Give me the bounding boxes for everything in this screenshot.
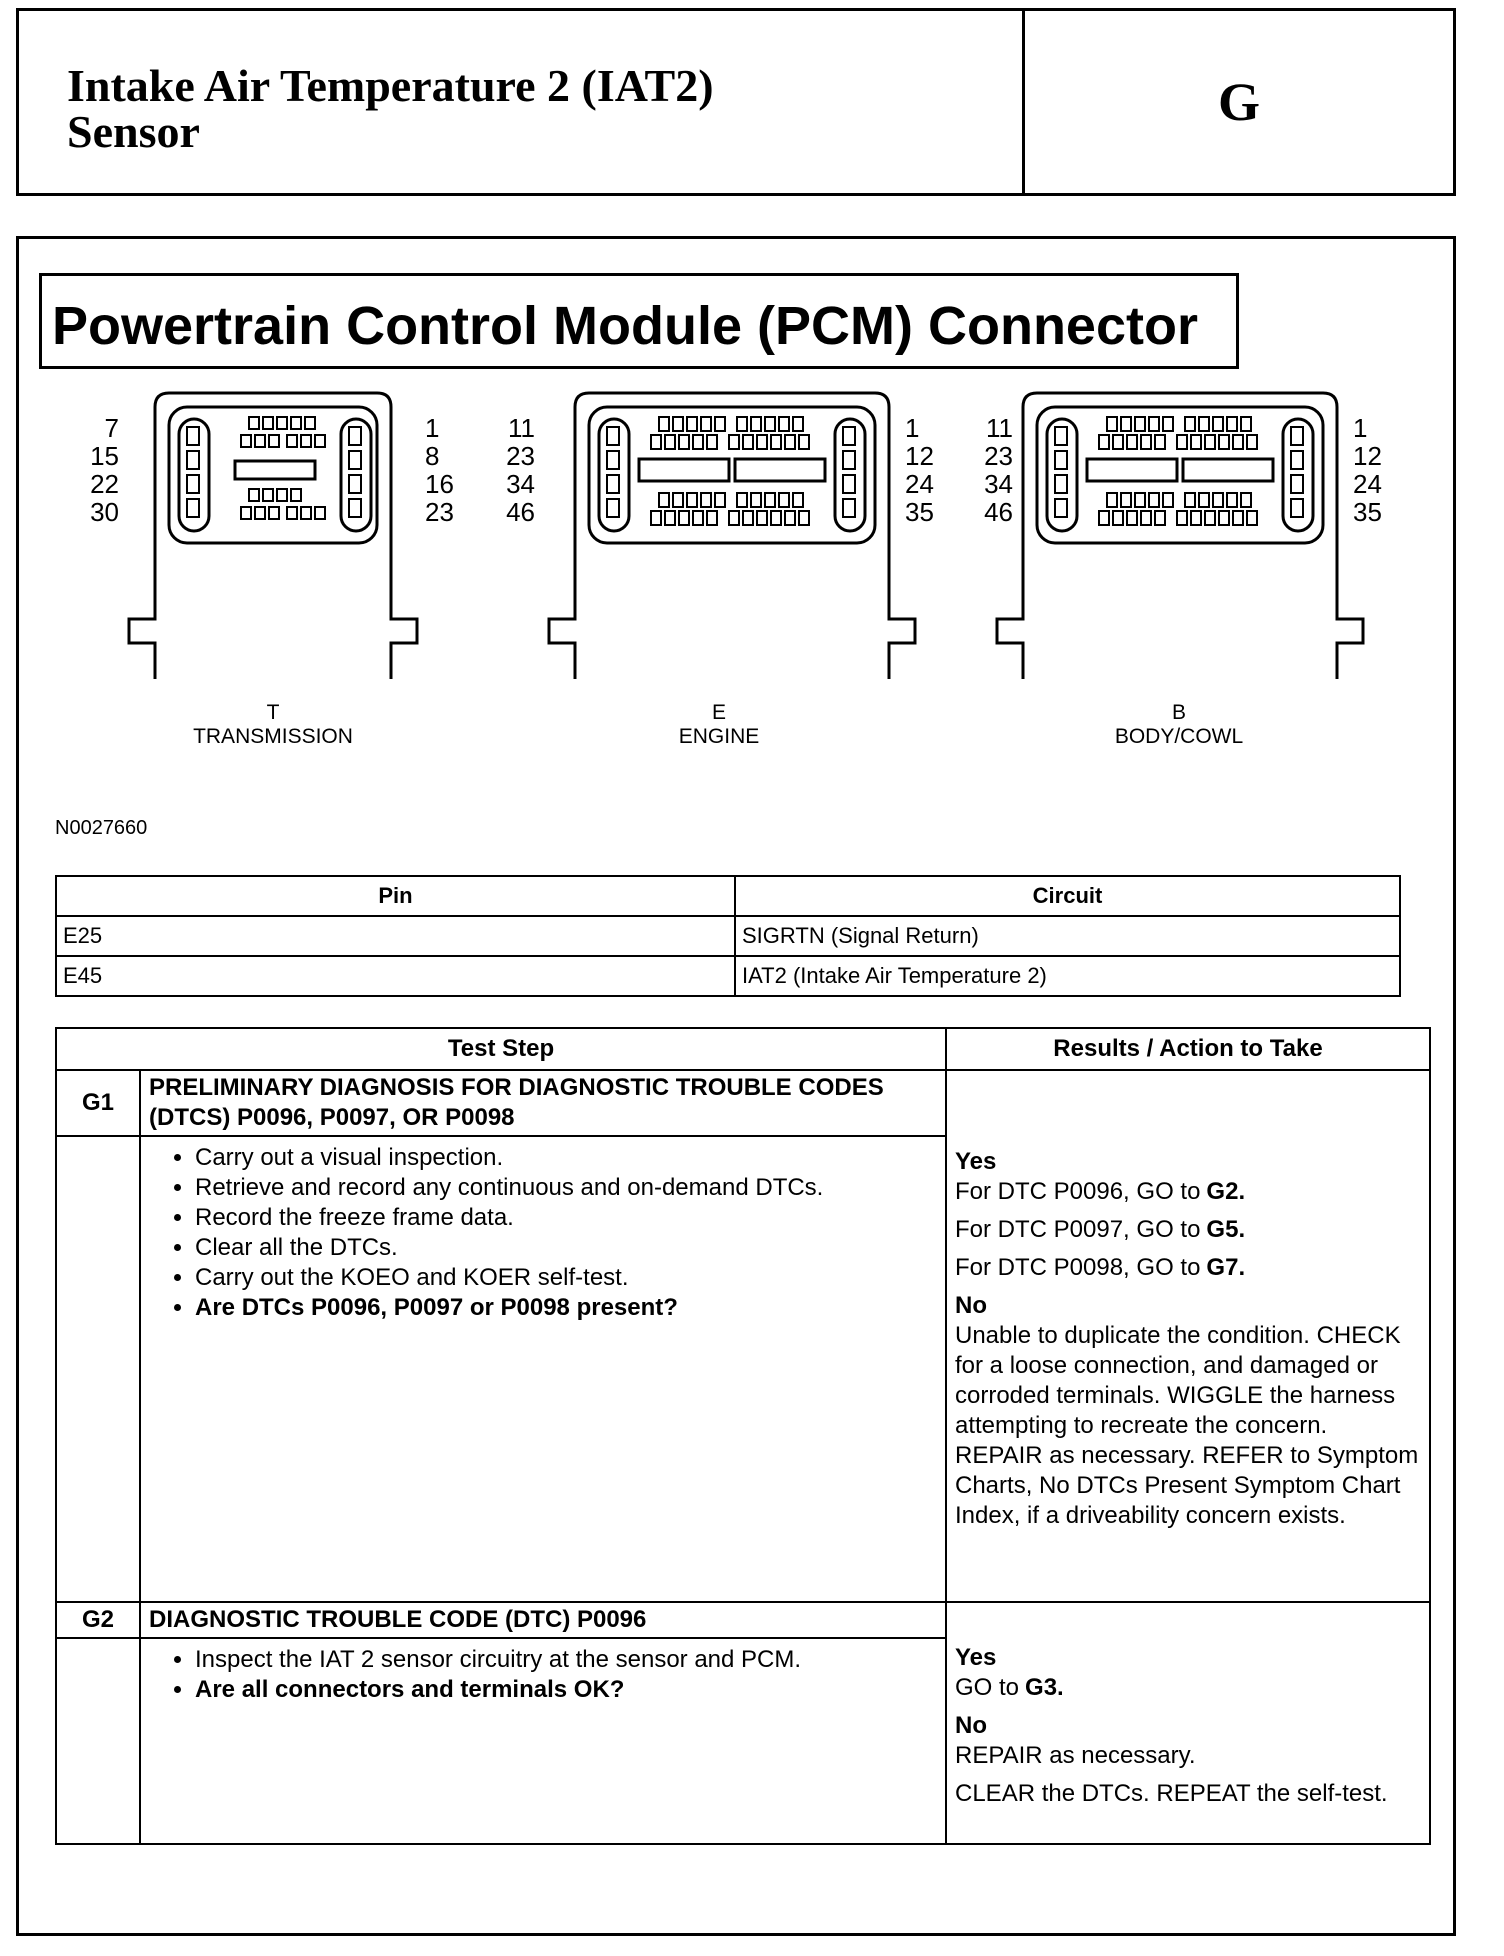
step-id: G2: [56, 1602, 140, 1638]
goto-step-link[interactable]: G7.: [1206, 1254, 1246, 1281]
connector-name: TRANSMISSION: [193, 725, 353, 748]
pin-cell: E25: [56, 916, 735, 956]
step-heading-row: [56, 1070, 1430, 1136]
main-content: [16, 236, 1456, 1936]
column-header-circuit: Circuit: [735, 876, 1400, 916]
step-instructions: [140, 1136, 946, 1602]
pin-label: 34: [984, 469, 1013, 499]
pin-label: 23: [506, 441, 535, 471]
pin-label: 11: [986, 413, 1013, 443]
list-item: • Clear all the DTCs.: [195, 1233, 937, 1263]
list-item: • Inspect the IAT 2 sensor circuitry at the sensor and PCM.: [195, 1645, 937, 1675]
instruction-list: [149, 1645, 937, 1705]
pin-label: 12: [1353, 441, 1382, 471]
pin-label: 12: [905, 441, 934, 471]
goto-step-link[interactable]: G2.: [1206, 1178, 1246, 1205]
table-header-row: [56, 1028, 1430, 1070]
goto-step-link[interactable]: G5.: [1206, 1216, 1246, 1243]
step-heading: DIAGNOSTIC TROUBLE CODE (DTC) P0096: [140, 1602, 946, 1638]
pin-label: 7: [104, 413, 119, 443]
pin-label: 1: [905, 413, 920, 443]
result-text: For DTC P0096, GO to: [955, 1178, 1201, 1205]
step-heading-row: [56, 1602, 1430, 1638]
pin-label: 35: [1353, 497, 1382, 527]
section-title: [67, 60, 967, 157]
step-instructions: [140, 1638, 946, 1844]
pin-label: 15: [90, 441, 119, 471]
step-question: • Are DTCs P0096, P0097 or P0098 present?: [195, 1293, 937, 1323]
section-letter: G: [1217, 72, 1260, 132]
result-text: For DTC P0097, GO to: [955, 1216, 1201, 1243]
section-title-line2: Sensor: [67, 106, 200, 157]
connector-code: B: [1171, 701, 1187, 724]
no-label: No: [955, 1712, 987, 1739]
pin-label: 22: [90, 469, 119, 499]
pin-label: 23: [425, 497, 454, 527]
pin-label: 16: [425, 469, 454, 499]
connector-engine: [549, 393, 915, 679]
pin-label: 1: [425, 413, 440, 443]
circuit-cell: IAT2 (Intake Air Temperature 2): [735, 956, 1400, 996]
pin-cell: E45: [56, 956, 735, 996]
connector-code: T: [266, 701, 280, 724]
pin-label: 11: [508, 413, 535, 443]
result-text: GO to: [955, 1674, 1020, 1701]
no-label: No: [955, 1292, 987, 1319]
list-item: • Record the freeze frame data.: [195, 1203, 937, 1233]
step-results: [946, 1070, 1430, 1602]
connector-body-cowl: [997, 393, 1363, 679]
step-heading: PRELIMINARY DIAGNOSIS FOR DIAGNOSTIC TROUBLE CODES (DTCS) P0096, P0097, OR P0098: [140, 1070, 946, 1136]
column-header-results: Results / Action to Take: [946, 1028, 1430, 1070]
pin-label: 46: [984, 497, 1013, 527]
pin-label: 23: [984, 441, 1013, 471]
list-item: • Retrieve and record any continuous and on-demand DTCs.: [195, 1173, 937, 1203]
yes-label: Yes: [955, 1148, 997, 1175]
pin-label: 24: [905, 469, 934, 499]
connector-transmission: [129, 393, 417, 679]
pin-label: 46: [506, 497, 535, 527]
page-header: [16, 8, 1456, 196]
pin-label: 1: [1353, 413, 1368, 443]
result-line: [955, 1215, 1421, 1245]
instruction-list: [149, 1143, 937, 1323]
pin-label: 30: [90, 497, 119, 527]
step-id: G1: [56, 1070, 140, 1136]
goto-step-link[interactable]: G3.: [1025, 1674, 1064, 1701]
table-row: [56, 956, 1400, 996]
list-item: • Carry out a visual inspection.: [195, 1143, 937, 1173]
pin-label: 8: [425, 441, 440, 471]
list-item: • Carry out the KOEO and KOER self-test.: [195, 1263, 937, 1293]
section-title-line1: Intake Air Temperature 2 (IAT2): [67, 60, 714, 111]
circuit-cell: SIGRTN (Signal Return): [735, 916, 1400, 956]
column-header-test-step: Test Step: [56, 1028, 946, 1070]
test-step-table: [55, 1027, 1431, 1845]
connector-code: E: [711, 701, 727, 724]
step-id-spacer: [56, 1638, 140, 1844]
step-results: [946, 1602, 1430, 1844]
step-question: • Are all connectors and terminals OK?: [195, 1675, 937, 1705]
pcm-title: Powertrain Control Module (PCM) Connector: [52, 296, 1198, 356]
no-action-text: CLEAR the DTCs. REPEAT the self-test.: [955, 1780, 1388, 1807]
no-action-text: REPAIR as necessary.: [955, 1742, 1196, 1769]
result-line: [955, 1253, 1421, 1283]
connector-name: BODY/COWL: [1114, 725, 1244, 748]
column-header-pin: Pin: [56, 876, 735, 916]
result-text: For DTC P0098, GO to: [955, 1254, 1201, 1281]
connector-name: ENGINE: [678, 725, 760, 748]
pin-label: 24: [1353, 469, 1382, 499]
table-header-row: [56, 876, 1400, 916]
pin-label: 34: [506, 469, 535, 499]
pin-label: 35: [905, 497, 934, 527]
step-id-spacer: [56, 1136, 140, 1602]
table-row: [56, 916, 1400, 956]
no-action-text: Unable to duplicate the condition. CHECK for a loose connection, and damaged or corroded terminals. WIGGLE the harness attempting to recreate the concern. REPAIR as necessary. REFER to Symptom Charts, No DTCs Present Symptom Chart Index, if a driveability concern exists.: [955, 1322, 1419, 1529]
figure-id: N0027660: [55, 817, 148, 839]
pin-circuit-table: [55, 875, 1401, 997]
result-line: [955, 1177, 1421, 1207]
yes-label: Yes: [955, 1644, 997, 1671]
result-line: [955, 1673, 1421, 1703]
